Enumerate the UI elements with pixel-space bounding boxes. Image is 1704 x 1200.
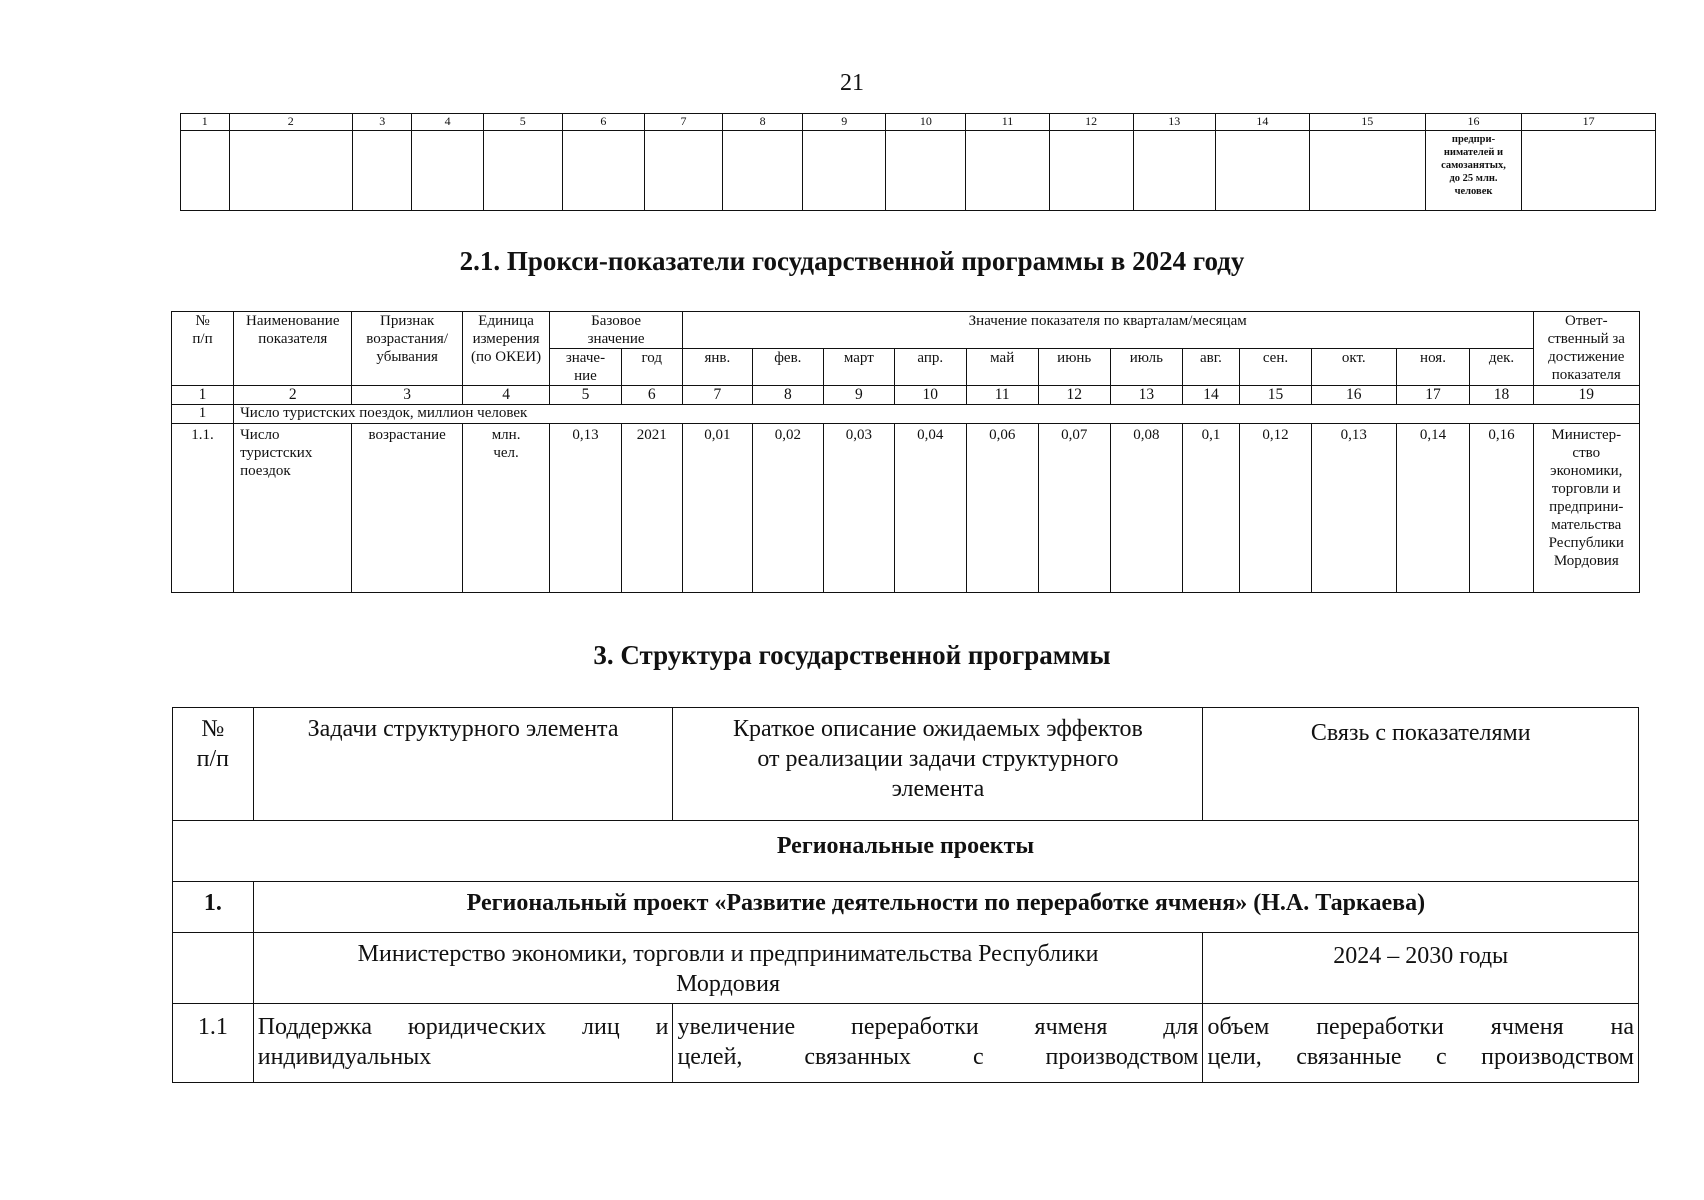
header-base-value: значе- ние [550,349,621,386]
header-month: янв. [682,349,752,386]
header-month: авг. [1182,349,1239,386]
group-row [172,405,1640,424]
project-row [173,882,1639,933]
col-num: 7 [682,386,752,405]
col-num: 8 [723,114,803,131]
task-indicator-link: объем переработки ячменя на цели, связанные с производством [1203,1004,1639,1083]
header-month: ноя. [1396,349,1470,386]
section-title-2-1: 2.1. Прокси-показатели государственной программы в 2024 году [459,246,1245,276]
header-month: апр. [894,349,966,386]
row-month-value: 0,06 [966,424,1038,593]
col-num: 12 [1049,114,1133,131]
row-month-value: 0,02 [752,424,823,593]
row-unit: млн. чел. [462,424,550,593]
col-num: 3 [353,114,412,131]
row-month-value: 0,16 [1470,424,1533,593]
header-unit: Единица измерения (по ОКЕИ) [462,312,550,386]
task-effect: увеличение переработки ячменя для целей, связанных с производством [673,1004,1203,1083]
proxy-indicators-table [171,311,1640,593]
page-number: 21 [840,70,864,96]
col-num: 14 [1215,114,1309,131]
header-values: Значение показателя по кварталам/месяцам [682,312,1533,349]
col-num: 10 [886,114,966,131]
col-num: 1 [181,114,230,131]
col-num: 4 [412,114,483,131]
program-structure-table [172,707,1639,1083]
row-month-value: 0,08 [1110,424,1182,593]
table-row [173,1004,1639,1083]
row-base-value: 0,13 [550,424,621,593]
row-num: 1.1. [172,424,234,593]
implementation-period: 2024 – 2030 годы [1203,933,1639,1004]
col-num: 3 [352,386,462,405]
header-base-year: год [621,349,682,386]
row-month-value: 0,04 [894,424,966,593]
table-row [181,131,1656,211]
row-responsible: Министер- ство экономики, торговли и предприни- мательства Республики Мордовия [1533,424,1639,593]
col-num: 17 [1396,386,1470,405]
header-name: Наименование показателя [234,312,352,386]
header-month: сен. [1240,349,1312,386]
col-num: 15 [1240,386,1312,405]
header-month: дек. [1470,349,1533,386]
table-row [172,424,1640,593]
col-num: 19 [1533,386,1639,405]
col-num: 13 [1110,386,1182,405]
col-num: 12 [1038,386,1110,405]
header-month: май [966,349,1038,386]
row-month-value: 0,07 [1038,424,1110,593]
continuation-table [180,113,1656,211]
col-num: 16 [1311,386,1396,405]
regional-projects-label: Региональные проекты [173,821,1639,882]
header-description: Краткое описание ожидаемых эффектов от реализации задачи структурного элемента [673,708,1203,821]
col-num: 6 [562,114,644,131]
col-num: 9 [823,386,894,405]
group-num: 1 [172,405,234,424]
col-num: 4 [462,386,550,405]
row-month-value: 0,12 [1240,424,1312,593]
row-month-value: 0,03 [823,424,894,593]
project-num: 1. [173,882,254,933]
responsible-row [173,933,1639,1004]
col-num: 5 [550,386,621,405]
col-num: 16 [1425,114,1522,131]
row-sign: возрастание [352,424,462,593]
cell-col16: предпри- нимателей и самозанятых, до 25 млн. человек [1425,131,1522,211]
col-num: 14 [1182,386,1239,405]
col-num: 1 [172,386,234,405]
header-responsible: Ответ- ственный за достижение показателя [1533,312,1639,386]
col-num: 13 [1133,114,1215,131]
header-indicators-link: Связь с показателями [1203,708,1639,821]
header-base: Базовое значение [550,312,683,349]
column-number-row [181,114,1656,131]
col-num: 11 [966,386,1038,405]
header-tasks: Задачи структурного элемента [253,708,673,821]
header-num: № п/п [173,708,254,821]
col-num: 10 [894,386,966,405]
col-num: 17 [1522,114,1656,131]
col-num: 15 [1309,114,1425,131]
row-month-value: 0,14 [1396,424,1470,593]
header-row [172,312,1640,349]
section-title-3: 3. Структура государственной программы [593,640,1111,670]
col-num: 5 [483,114,562,131]
header-month: июнь [1038,349,1110,386]
row-month-value: 0,1 [1182,424,1239,593]
group-title: Число туристских поездок, миллион человек [234,405,1640,424]
regional-projects-row [173,821,1639,882]
row-base-year: 2021 [621,424,682,593]
header-month: июль [1110,349,1182,386]
header-month: фев. [752,349,823,386]
header-month: окт. [1311,349,1396,386]
col-num: 2 [229,114,353,131]
col-num: 8 [752,386,823,405]
col-num: 6 [621,386,682,405]
task-num: 1.1 [173,1004,254,1083]
row-month-value: 0,01 [682,424,752,593]
responsible-ministry: Министерство экономики, торговли и предпринимательства Республики Мордовия [253,933,1203,1004]
col-num: 11 [966,114,1049,131]
col-num: 9 [803,114,886,131]
project-title: Региональный проект «Развитие деятельности по переработке ячменя» (Н.А. Таркаева) [253,882,1638,933]
header-month: март [823,349,894,386]
header-num: № п/п [172,312,234,386]
row-name: Число туристских поездок [234,424,352,593]
col-num: 2 [234,386,352,405]
header-row [173,708,1639,821]
task-text: Поддержка юридических лиц и индивидуальных [253,1004,673,1083]
col-num: 18 [1470,386,1533,405]
column-number-row [172,386,1640,405]
col-num: 7 [644,114,722,131]
header-sign: Признак возрастания/ убывания [352,312,462,386]
row-month-value: 0,13 [1311,424,1396,593]
